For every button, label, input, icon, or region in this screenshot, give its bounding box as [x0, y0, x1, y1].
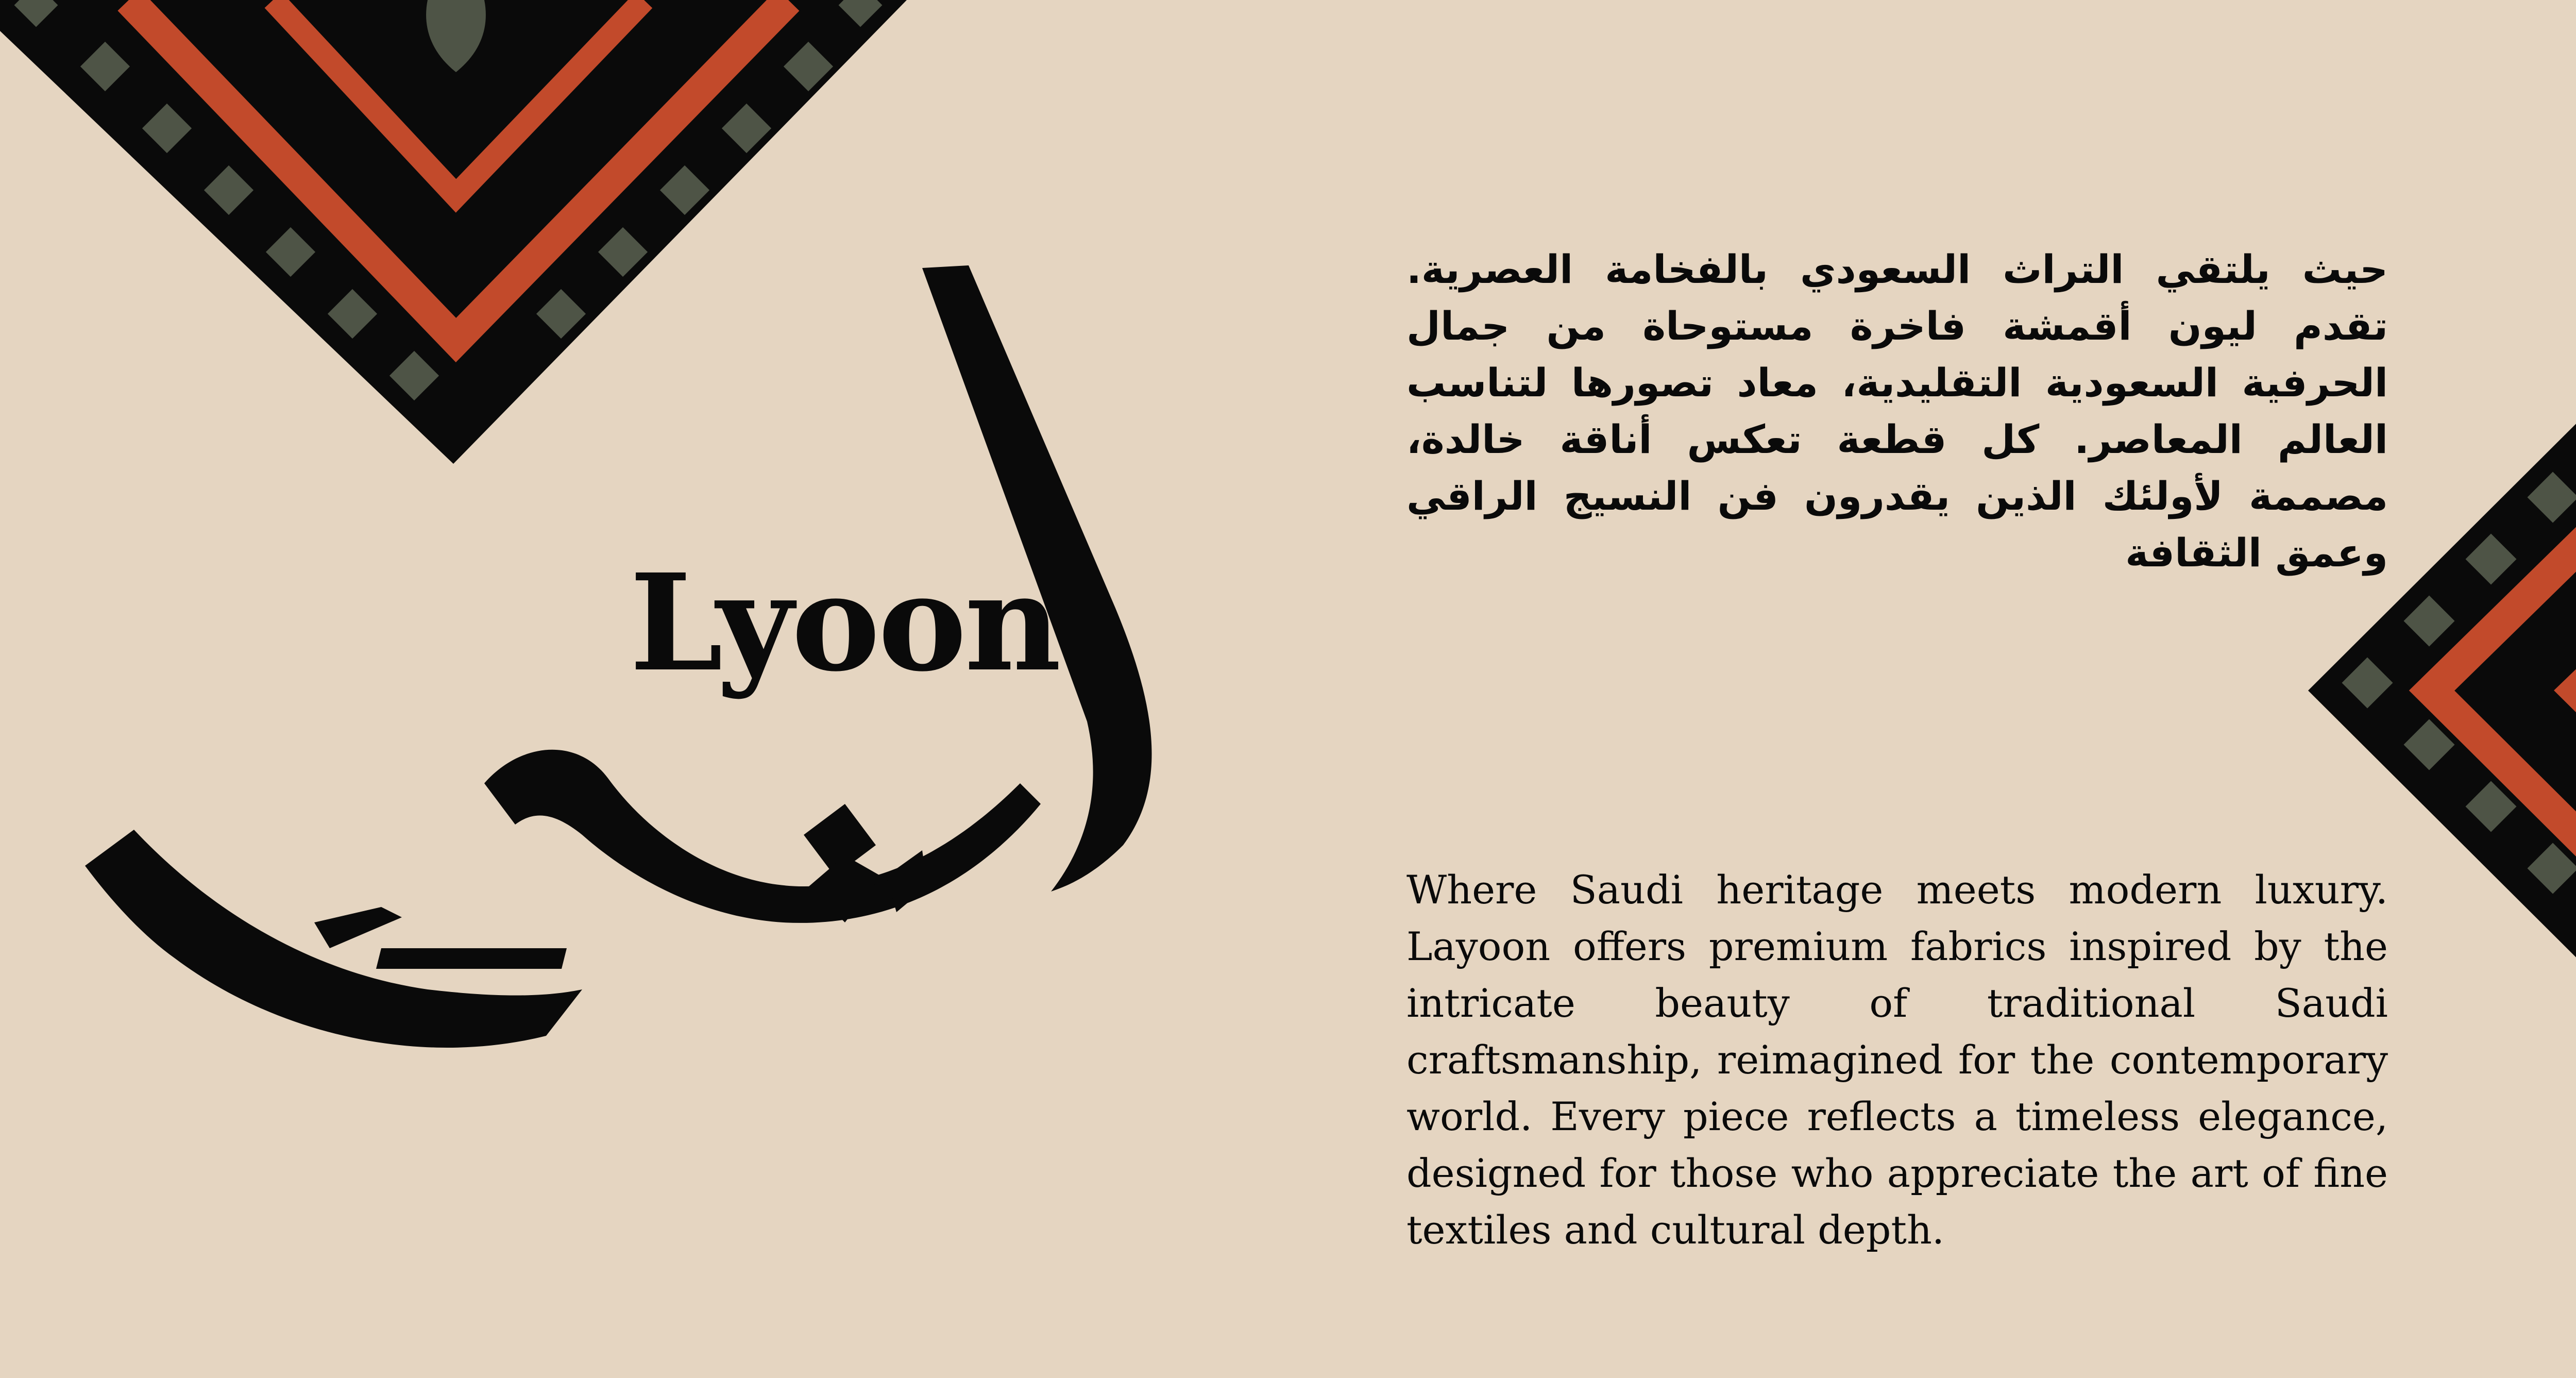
brand-name: Lyoon	[630, 545, 1059, 701]
description-english: Where Saudi heritage meets modern luxury. Layoon offers premium fabrics inspired by the intricate beauty of traditional Saudi craftsmanship, reimagined for the contemporary world. Every piece reflects a timeless elegance, designed for those who appreciate the art of fine textiles and cultural depth.	[1406, 867, 2388, 1253]
description-arabic: حيث يلتقي التراث السعودي بالفخامة العصرية. تقدم ليون أقمشة فاخرة مستوحاة من جمال الحرفية السعودية التقليدية، معاد تصورها لتناسب العالم المعاصر. كل قطعة تعكس أناقة خالدة، مصممة لأولئك الذين يقدرون فن النسيج الراقي وعمق الثقافة	[1406, 246, 2388, 576]
